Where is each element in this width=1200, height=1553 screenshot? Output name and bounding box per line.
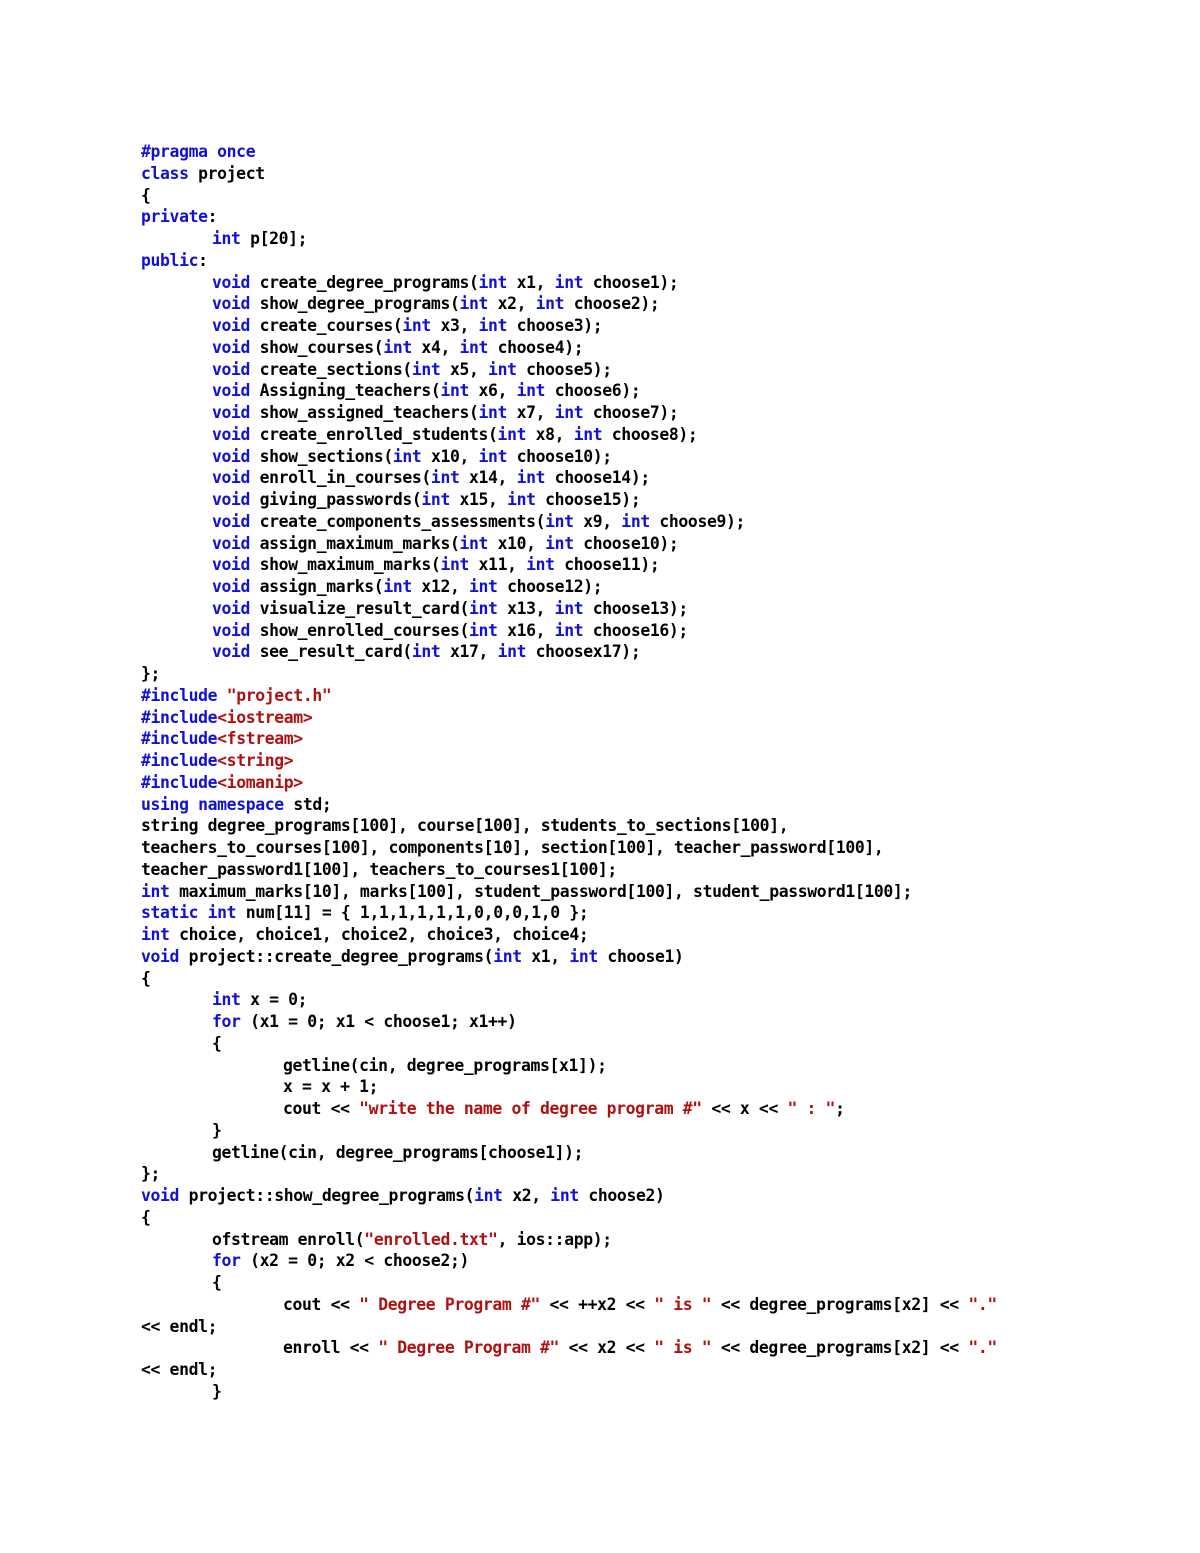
code-keyword: void [212,446,251,466]
code-keyword: #pragma once [141,142,256,161]
code-keyword: int [573,424,603,444]
code-line [141,902,1181,924]
code-keyword: int [141,925,170,944]
code-text: choose6); [545,381,641,401]
code-text: maximum_marks[10], marks[100], student_password[100], student_password1[100]; [169,881,912,901]
code-keyword: int [478,316,508,335]
code-keyword: int [516,381,546,401]
code-keyword: int [383,577,412,596]
code-text: x = 0; [240,990,308,1010]
code-listing [141,141,1181,1403]
code-line [141,402,1181,424]
code-line [141,1142,1181,1164]
code-text: { [141,968,151,988]
code-text: show_degree_programs( [250,294,460,314]
code-text: choose10); [573,533,679,553]
code-text: << degree_programs[x2] << [711,1338,969,1358]
code-line [141,1207,1181,1229]
code-keyword: private [141,207,208,227]
code-keyword: int [469,577,498,596]
code-keyword: int [469,598,498,618]
code-text: choose10); [507,446,612,466]
code-text: x15, [449,490,508,509]
code-line [141,1163,1181,1185]
code-text: choose4); [488,337,584,357]
code-line [141,881,1181,903]
code-text: }; [141,664,161,683]
code-keyword: void [212,533,251,553]
code-line [141,185,1181,207]
code-keyword: int [516,468,546,488]
code-text: : [207,207,218,227]
code-text: x8, [526,424,574,444]
code-line [141,1316,1181,1338]
code-line [141,641,1181,663]
code-text: num[11] = { 1,1,1,1,1,1,0,0,0,1,0 }; [236,903,589,923]
code-line [141,424,1181,446]
code-keyword: #include [141,729,218,749]
code-keyword: #include [141,707,218,727]
code-keyword: int [440,555,470,575]
code-text: x9, [573,511,622,531]
code-line [141,293,1181,315]
code-keyword: int [212,229,241,248]
code-keyword: int [392,446,422,466]
code-text: (x1 = 0; x1 < choose1; x1++) [240,1012,517,1031]
code-line [141,1272,1181,1294]
code-line [141,1294,1181,1316]
code-keyword: int [459,533,489,553]
code-text: x13, [497,598,555,618]
code-text: create_enrolled_students( [250,424,498,444]
code-keyword: int [550,1186,579,1205]
code-text: ; [835,1099,845,1118]
code-line [141,206,1181,228]
code-keyword: int [207,903,237,923]
code-keyword: int [383,337,412,357]
code-text: x6, [469,381,517,401]
code-text: << x2 << [559,1338,655,1358]
code-line [141,1229,1181,1251]
code-keyword: int [430,468,460,488]
code-keyword: static [141,903,199,923]
code-string: <iostream> [217,707,313,727]
code-text: x2, [488,294,536,314]
code-string: "write the name of degree program #" [359,1099,702,1118]
code-line [141,141,1181,163]
code-text: choose13); [583,598,688,618]
code-keyword: int [545,511,574,531]
code-text: x14, [459,468,517,488]
code-text: x11, [469,555,527,575]
code-keyword: int [535,294,565,314]
code-keyword: void [212,490,251,509]
code-text: choose7); [583,403,679,422]
code-keyword: void [212,381,251,401]
code-text: show_maximum_marks( [250,555,441,575]
code-string: <fstream> [217,729,303,749]
code-string: " is " [654,1338,712,1358]
code-keyword: int [141,881,170,901]
code-string: "project.h" [226,685,332,705]
code-text: assign_marks( [250,577,384,596]
code-keyword: int [526,555,555,575]
code-text: ofstream enroll( [212,1229,365,1249]
code-text: choose16); [583,620,688,640]
code-keyword: int [411,642,441,662]
code-text: << endl; [141,1360,218,1379]
code-keyword: #include [141,772,218,792]
code-text: { [141,185,151,205]
code-text: create_degree_programs( [250,272,479,292]
code-keyword: int [554,403,584,422]
code-text: choose14); [545,468,650,488]
code-line [141,359,1181,381]
code-keyword: #include [141,751,218,770]
code-line [141,750,1181,772]
code-keyword: void [212,403,251,422]
code-string: " Degree Program #" [378,1338,560,1358]
code-line [141,554,1181,576]
code-line [141,859,1181,881]
code-keyword: int [488,359,517,379]
code-text: x7, [507,403,555,422]
code-keyword: int [212,990,241,1010]
code-keyword: int [411,359,441,379]
code-text: project [188,163,265,183]
code-text: << x << [701,1099,788,1118]
code-keyword: int [497,642,527,662]
code-string: "." [968,1338,997,1358]
code-keyword: void [212,359,251,379]
code-line [141,1337,1181,1359]
code-string: " : " [787,1099,836,1118]
code-line [141,728,1181,750]
code-line [141,163,1181,185]
code-keyword: int [459,294,489,314]
code-line [141,1381,1181,1403]
code-text: } [212,1381,222,1401]
code-keyword: int [478,446,508,466]
code-keyword: void [212,598,251,618]
code-string: "enrolled.txt" [364,1229,498,1249]
code-text: giving_passwords( [250,490,422,509]
code-keyword: int [478,403,508,422]
code-keyword: void [212,511,251,531]
code-line [141,489,1181,511]
code-keyword: void [141,1186,180,1205]
code-text: visualize_result_card( [250,598,469,618]
code-line [141,989,1181,1011]
code-text: p[20]; [240,229,308,248]
code-text: choose8); [602,424,698,444]
code-text: assign_maximum_marks( [250,533,460,553]
code-keyword: int [421,490,450,509]
code-line [141,1055,1181,1077]
code-line [141,228,1181,250]
code-text: (x2 = 0; x2 < choose2;) [240,1251,469,1271]
code-text: choose1); [583,272,679,292]
code-text: choose15); [535,490,641,509]
code-keyword: void [212,642,251,662]
code-keyword: int [497,424,527,444]
code-text: x12, [411,577,470,596]
code-line [141,924,1181,946]
code-text: x1, [521,946,570,966]
code-text: x16, [497,620,555,640]
code-text: teacher_password1[100], teachers_to_courses1[100]; [141,859,617,879]
code-keyword: int [478,272,508,292]
code-keyword: void [212,316,251,335]
code-text: enroll_in_courses( [250,468,431,488]
code-text: }; [141,1164,161,1184]
code-text: x3, [430,316,479,335]
code-line [141,533,1181,555]
code-line [141,663,1181,685]
code-text: choose1) [597,946,684,966]
code-keyword: int [621,511,650,531]
code-text: show_courses( [250,337,384,357]
code-keyword: void [212,555,251,575]
code-text: { [141,1207,151,1227]
code-text: show_assigned_teachers( [250,403,479,422]
code-text: choosex17); [526,642,641,662]
code-keyword: int [459,337,489,357]
code-keyword: int [507,490,536,509]
code-line [141,315,1181,337]
code-text: } [212,1120,222,1140]
code-string: <iomanip> [217,772,303,792]
code-keyword: void [141,946,180,966]
code-text: string degree_programs[100], course[100], students_to_sections[100], [141,816,789,836]
code-keyword: int [469,620,498,640]
code-string: "." [968,1294,997,1314]
code-line [141,1250,1181,1272]
code-keyword: public [141,250,199,270]
code-line [141,250,1181,272]
code-line [141,337,1181,359]
code-text: project::show_degree_programs( [179,1186,475,1205]
code-text: x = x + 1; [283,1077,379,1097]
code-line [141,772,1181,794]
code-text [198,903,208,922]
code-text: choose9); [649,511,746,531]
code-line [141,446,1181,468]
code-text: create_components_assessments( [250,511,546,531]
code-keyword: int [554,620,584,640]
code-keyword: int [569,946,598,966]
code-text: enroll << [283,1338,379,1358]
code-text: getline(cin, degree_programs[x1]); [283,1055,607,1075]
code-keyword: void [212,294,251,314]
code-text: create_courses( [250,316,403,335]
code-keyword: void [212,468,251,488]
code-line [141,794,1181,816]
code-text: choose3); [507,316,603,335]
code-line [141,598,1181,620]
code-keyword: void [212,620,251,640]
code-line [141,1098,1181,1120]
code-line [141,1359,1181,1381]
code-text: { [212,1273,222,1292]
code-text: choose2); [564,294,660,314]
code-text: x2, [502,1186,551,1205]
code-text: std; [283,794,332,814]
code-line [141,1185,1181,1207]
code-line [141,511,1181,533]
code-line [141,467,1181,489]
code-line [141,837,1181,859]
code-keyword: int [440,381,470,401]
code-text: { [212,1033,222,1053]
code-string: " is " [654,1294,712,1314]
code-text: project::create_degree_programs( [179,946,494,966]
code-text: choice, choice1, choice2, choice3, choice4; [169,925,589,944]
code-keyword: int [474,1186,503,1205]
code-text: choose2) [578,1186,665,1205]
code-text: x4, [411,337,460,357]
code-text [217,686,227,705]
code-keyword: int [545,533,574,553]
code-line [141,380,1181,402]
code-line [141,946,1181,968]
code-keyword: using [141,794,189,814]
code-text: create_sections( [250,359,412,379]
code-keyword: int [402,316,431,335]
code-text: x10, [421,446,479,466]
code-keyword: for [212,1251,241,1271]
code-line [141,1011,1181,1033]
code-line [141,620,1181,642]
code-keyword: void [212,424,251,444]
code-keyword: void [212,577,251,596]
code-text: cout << [283,1294,360,1314]
code-text: x5, [440,359,489,379]
code-line [141,1076,1181,1098]
code-text: choose11); [554,555,660,575]
code-keyword: namespace [198,794,284,814]
code-line [141,1120,1181,1142]
code-text: << endl; [141,1316,218,1336]
code-line [141,576,1181,598]
code-keyword: int [493,946,522,966]
code-line [141,685,1181,707]
code-keyword: void [212,272,251,292]
code-text: show_sections( [250,446,393,466]
code-text: see_result_card( [250,642,412,662]
code-line [141,968,1181,990]
code-keyword: #include [141,685,218,705]
code-text: x1, [507,272,555,292]
code-text: << degree_programs[x2] << [711,1294,969,1314]
code-text: cout << [283,1099,360,1118]
code-line [141,815,1181,837]
code-string: <string> [217,751,294,770]
code-text: , ios::app); [497,1229,612,1249]
code-text: show_enrolled_courses( [250,620,469,640]
code-keyword: class [141,163,189,183]
code-keyword: for [212,1012,241,1031]
code-line [141,272,1181,294]
code-line [141,707,1181,729]
code-text: teachers_to_courses[100], components[10], section[100], teacher_password[100], [141,838,884,857]
code-line [141,1033,1181,1055]
code-text: x17, [440,642,498,662]
code-text: << ++x2 << [540,1294,655,1314]
code-keyword: int [554,598,584,618]
code-string: " Degree Program #" [359,1294,540,1314]
code-keyword: int [554,272,584,292]
code-text [189,795,199,814]
code-text: x10, [488,533,546,553]
code-text: getline(cin, degree_programs[choose1]); [212,1142,584,1162]
code-keyword: void [212,337,251,357]
code-text: choose12); [497,577,603,596]
code-text: : [198,250,208,270]
code-text: Assigning_teachers( [250,381,441,401]
code-text: choose5); [516,359,612,379]
